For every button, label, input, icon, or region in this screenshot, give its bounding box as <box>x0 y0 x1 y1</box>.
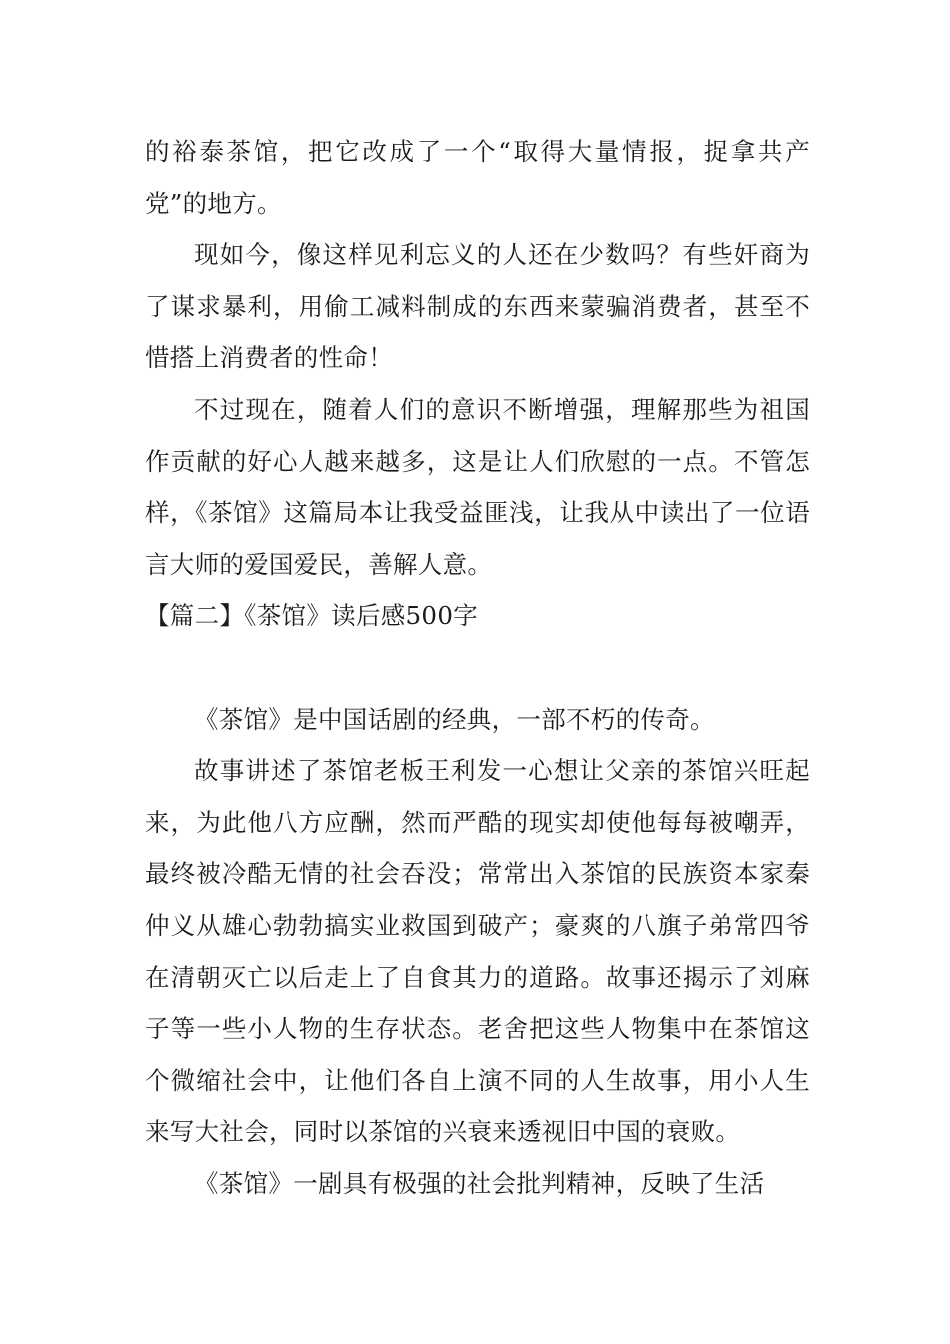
paragraph-intro: 《茶馆》是中国话剧的经典，一部不朽的传奇。 <box>194 704 715 734</box>
section-heading: 【篇二】《茶馆》读后感500字 <box>145 601 479 631</box>
paragraph-story: 故事讲述了茶馆老板王利发一心想让父亲的茶馆兴旺起来，为此他八方应酬，然而严酷的现实却使他每每被嘲弄，最终被冷酷无情的社会吞没；常常出入茶馆的民族资本家秦仲义从雄心勃勃搞实业救国到破产；豪爽的八旗子弟常四爷在清朝灭亡以后走上了自食其力的道路。故事还揭示了刘麻子等一些小人物的生存状态。老舍把这些人物集中在茶馆这个微缩社会中，让他们各自上演不同的人生故事，用小人生来写大社会，同时以茶馆的兴衰来透视旧中国的衰败。 <box>145 756 810 1147</box>
paragraph-continuation: 的裕泰茶馆，把它改成了一个“取得大量情报，捉拿共产党”的地方。 <box>145 137 810 218</box>
paragraph-conclusion: 不过现在，随着人们的意识不断增强，理解那些为祖国作贡献的好心人越来越多，这是让人们欣慰的一点。不管怎样，《茶馆》这篇局本让我受益匪浅，让我从中读出了一位语言大师的爱国爱民，善解人意。 <box>145 394 810 579</box>
document-body <box>145 126 810 1209</box>
paragraph-profiteers: 现如今，像这样见利忘义的人还在少数吗？有些奸商为了谋求暴利，用偷工减料制成的东西来蒙骗消费者，甚至不惜搭上消费者的性命！ <box>145 240 810 373</box>
paragraph-critique: 《茶馆》一剧具有极强的社会批判精神，反映了生活 <box>194 1168 765 1198</box>
blank-line <box>145 642 810 694</box>
